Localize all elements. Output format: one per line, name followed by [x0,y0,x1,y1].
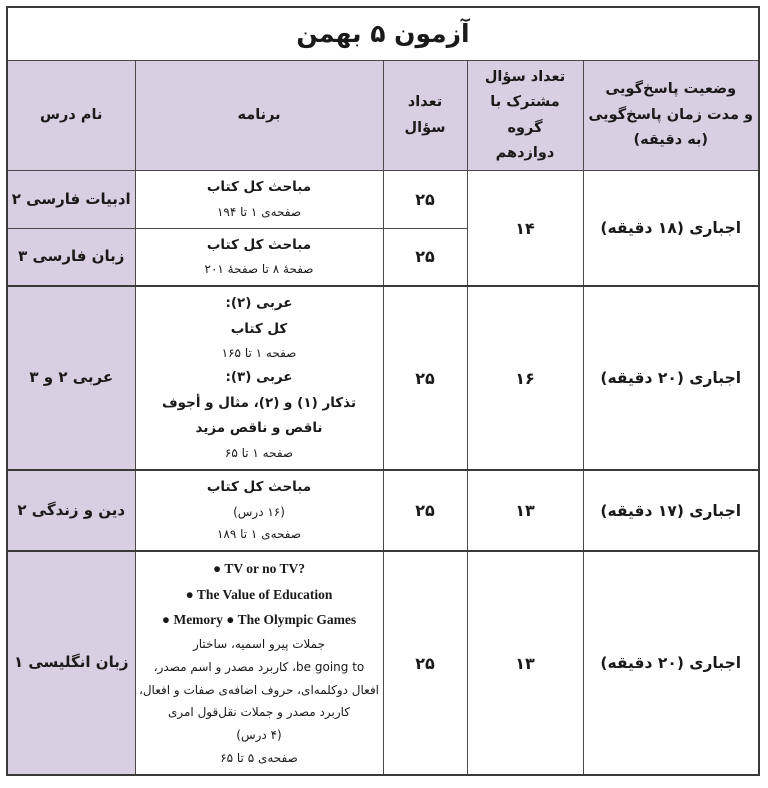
page-title: آزمون ۵ بهمن [7,7,759,60]
cell-program [135,228,383,286]
program-line: be going to، کاربرد مصدر و اسم مصدر، [153,659,365,674]
program-line: کاربرد مصدر و جملات نقل‌قول امری [167,705,350,720]
program-line: مباحث کل کتاب [206,179,312,196]
table-row [7,286,759,470]
table-body [7,171,759,775]
column-header-count-line2: سؤال [404,119,446,136]
cell-lesson-name: زبان فارسی ۳ [7,228,135,286]
program-line: عربی (۳): [225,369,293,386]
cell-question-count: ۲۵ [383,171,467,228]
table-row [7,551,759,775]
cell-lesson-name: ادبیات فارسی ۲ [7,171,135,228]
column-header-count-line1: تعداد [407,94,443,111]
column-header-status-line1: وضعیت پاسخ‌گویی [605,81,737,98]
program-line: مباحث کل کتاب [206,236,312,253]
cell-lesson-name: دین و زندگی ۲ [7,470,135,551]
column-header-shared-line2: مشترک با گروه [490,94,560,136]
program-line: صفحه‌ی ۱ تا ۱۹۴ [216,204,302,219]
table-row [7,470,759,551]
cell-status: اجباری (۲۰ دقیقه) [583,286,759,470]
column-header-program: برنامه [135,60,383,171]
program-line: ● Memory ● The Olympic Games [161,612,357,628]
program-line: کل کتاب [230,320,288,337]
program-line: صفحه‌ی ۱ تا ۱۸۹ [216,527,302,542]
program-line: (۴ درس) [236,728,282,743]
column-header-status [583,60,759,171]
column-header-lesson: نام درس [7,60,135,171]
cell-program [135,551,383,775]
program-line: ناقص و ناقص مزید [195,420,323,437]
program-line: جملات پیرو اسمیه، ساختار [192,637,326,652]
program-line: صفحه ۱ تا ۱۶۵ [221,346,297,361]
program-line: صفحه‌ی ۵ تا ۶۵ [220,751,298,766]
cell-shared-questions: ۱۳ [467,551,583,775]
column-header-status-line2: و مدت زمان پاسخ‌گویی [588,106,753,123]
cell-question-count: ۲۵ [383,551,467,775]
cell-program [135,470,383,551]
exam-schedule-table [6,6,760,776]
cell-program [135,171,383,228]
cell-program [135,286,383,470]
program-line: ● TV or no TV? [213,561,305,577]
column-header-shared-questions [467,60,583,171]
cell-shared-questions: ۱۶ [467,286,583,470]
cell-shared-questions: ۱۴ [467,171,583,286]
program-line: مباحث کل کتاب [206,478,312,495]
table-header-row [7,60,759,171]
cell-lesson-name: عربی ۲ و ۳ [7,286,135,470]
column-header-question-count [383,60,467,171]
cell-status: اجباری (۱۸ دقیقه) [583,171,759,286]
program-line: افعال دوکلمه‌ای، حروف اضافه‌ی صفات و افعال، [138,682,380,697]
program-line: صفحه ۱ تا ۶۵ [224,446,294,461]
program-line: (۱۶ درس) [233,504,285,519]
program-line: تذکار (۱) و (۲)، مثال و أجوف [161,394,357,411]
cell-question-count: ۲۵ [383,228,467,286]
table-title-row [7,7,759,60]
cell-question-count: ۲۵ [383,286,467,470]
cell-status: اجباری (۲۰ دقیقه) [583,551,759,775]
program-line: عربی (۲): [225,295,293,312]
table-row [7,171,759,228]
cell-question-count: ۲۵ [383,470,467,551]
column-header-shared-line1: تعداد سؤال [484,68,566,85]
column-header-status-line3: (به دقیقه) [633,132,709,149]
program-line: ● The Value of Education [185,586,333,602]
cell-status: اجباری (۱۷ دقیقه) [583,470,759,551]
cell-shared-questions: ۱۳ [467,470,583,551]
program-line: صفحهٔ ۸ تا صفحهٔ ۲۰۱ [204,262,314,277]
cell-lesson-name: زبان انگلیسی ۱ [7,551,135,775]
column-header-shared-line3: دوازدهم [495,144,555,161]
